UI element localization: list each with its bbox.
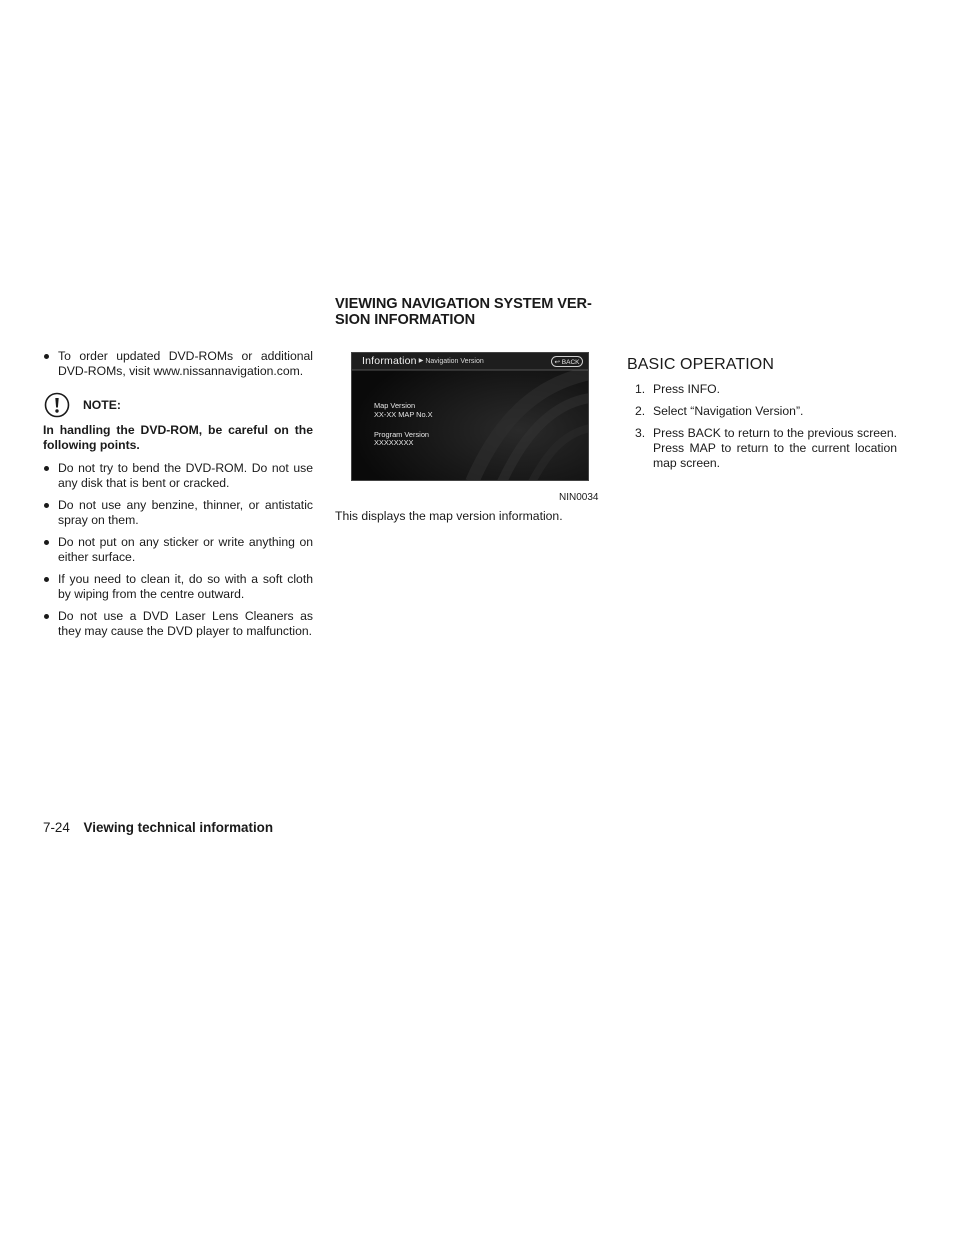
note-label: NOTE: (83, 397, 121, 412)
program-version-label: Program Version (374, 430, 430, 439)
list-item (627, 426, 897, 471)
subsection-heading: BASIC OPERATION (627, 356, 775, 373)
back-arrow-icon: ↩ (554, 359, 560, 366)
back-button[interactable] (551, 356, 583, 367)
note-header (43, 391, 313, 419)
steps-list (627, 382, 897, 471)
chevron-right-icon: ▶ (418, 358, 424, 364)
note-text: In handling the DVD-ROM, be careful on the following points. (43, 423, 313, 452)
note-bullet-list (43, 461, 313, 639)
map-version-label: Map Version (374, 401, 416, 410)
back-button-label: BACK (561, 359, 580, 366)
step-text: Press INFO. (653, 382, 721, 396)
right-column (627, 356, 897, 478)
middle-column (335, 296, 603, 328)
left-column (43, 349, 313, 646)
section-heading-line2: SION INFORMATION (335, 312, 476, 328)
figure-caption: This displays the map version information. (335, 509, 563, 523)
section-heading (335, 296, 603, 328)
step-text: Select “Navigation Version”. (653, 404, 804, 418)
footer-section-title: Viewing technical information (83, 820, 274, 835)
figure-id: NIN0034 (559, 492, 599, 503)
list-item (627, 404, 897, 419)
screen-subtitle: Navigation Version (425, 358, 484, 365)
intro-bullet-list (43, 349, 313, 379)
screen-title: Information (362, 355, 417, 367)
list-item: Do not use any benzine, thinner, or antistatic spray on them. (43, 498, 313, 528)
map-version-value: XX-XX MAP No.X (374, 410, 433, 419)
exclamation-circle-icon (44, 392, 70, 418)
section-heading-line1: VIEWING NAVIGATION SYSTEM VER- (335, 296, 592, 312)
list-item: Do not try to bend the DVD-ROM. Do not use any disk that is bent or cracked. (43, 461, 313, 491)
step-number: 3. (635, 426, 646, 440)
list-item: If you need to clean it, do so with a soft cloth by wiping from the centre outward. (43, 572, 313, 602)
list-item: Do not use a DVD Laser Lens Cleaners as they may cause the DVD player to malfunction. (43, 609, 313, 639)
step-number: 1. (635, 382, 646, 396)
step-number: 2. (635, 404, 646, 418)
list-item: Do not put on any sticker or write anything on either surface. (43, 535, 313, 565)
program-version-value: XXXXXXXX (374, 438, 414, 447)
list-item (627, 382, 897, 397)
page-number: 7-24 (43, 820, 70, 835)
step-text: Press BACK to return to the previous screen. Press MAP to return to the current location map screen. (653, 426, 897, 470)
page-footer (43, 820, 273, 835)
list-item: To order updated DVD-ROMs or additional DVD-ROMs, visit www.nissannavigation.com. (43, 349, 313, 379)
navigation-version-screen (351, 352, 589, 481)
